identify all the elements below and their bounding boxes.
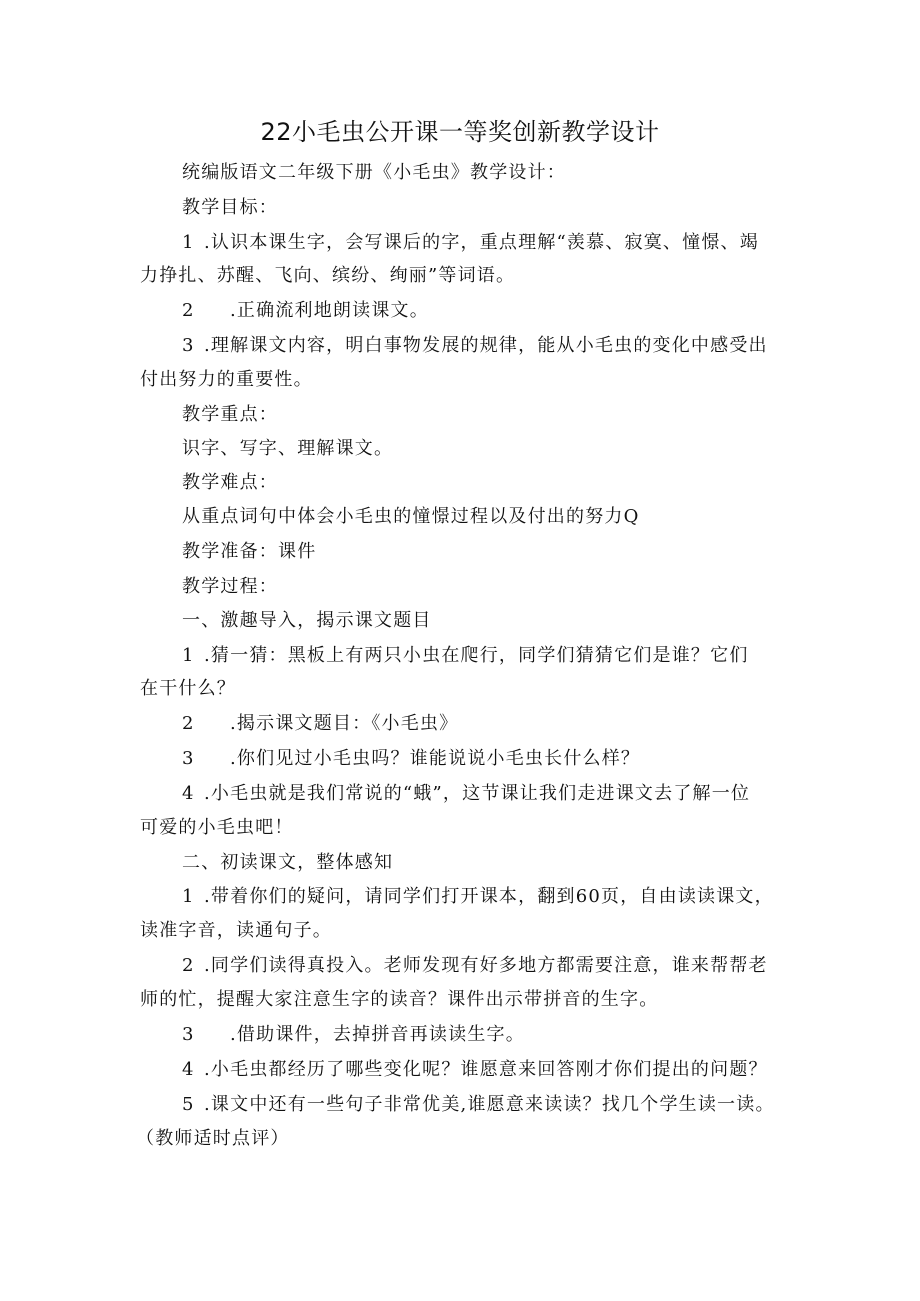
section-2-item-4 bbox=[182, 1057, 768, 1083]
section-1-item-4-cont: 可爱的小毛虫吧！ bbox=[140, 817, 294, 838]
item-number: 2 bbox=[182, 955, 195, 976]
focus-text: 识字、写字、理解课文。 bbox=[182, 438, 394, 459]
prep-line: 教学准备：课件 bbox=[182, 541, 317, 562]
item-text: .借助课件，去掉拼音再读读生字。 bbox=[230, 1024, 525, 1045]
item-text: .小毛虫就是我们常说的“蛾”，这节课让我们走进课文去了解一位 bbox=[204, 783, 751, 804]
item-text: .理解课文内容，明白事物发展的规律，能从小毛虫的变化中感受出 bbox=[204, 335, 768, 356]
section-2-item-3 bbox=[182, 1022, 525, 1048]
section-1-heading: 一、激趣导入，揭示课文题目 bbox=[182, 610, 432, 631]
item-number: 4 bbox=[182, 783, 195, 804]
item-number: 5 bbox=[182, 1094, 195, 1115]
goal-3 bbox=[182, 333, 768, 359]
intro-line: 统编版语文二年级下册《小毛虫》教学设计： bbox=[182, 162, 566, 183]
item-number: 3 bbox=[182, 1024, 195, 1045]
item-number: 2 bbox=[182, 713, 195, 734]
item-number: 1 bbox=[182, 886, 195, 907]
item-text: .带着你们的疑问，请同学们打开课本，翻到60页，自由读读课文， bbox=[204, 886, 774, 907]
goal-2 bbox=[182, 298, 429, 324]
section-1-item-2 bbox=[182, 711, 458, 737]
item-text: .揭示课文题目：《小毛虫》 bbox=[230, 713, 459, 734]
item-text: .你们见过小毛虫吗？谁能说说小毛虫长什么样？ bbox=[230, 748, 641, 769]
section-2-item-2-cont: 师的忙，提醒大家注意生字的读音？课件出示带拼音的生字。 bbox=[140, 989, 659, 1010]
section-1-item-1-cont: 在干什么？ bbox=[140, 678, 236, 699]
goal-3-cont: 付出努力的重要性。 bbox=[140, 369, 313, 390]
item-number: 2 bbox=[182, 300, 195, 321]
item-text: .同学们读得真投入。老师发现有好多地方都需要注意，谁来帮帮老 bbox=[204, 955, 768, 976]
section-1-item-3 bbox=[182, 746, 640, 772]
item-text: .小毛虫都经历了哪些变化呢？谁愿意来回答刚才你们提出的问题？ bbox=[204, 1059, 768, 1080]
item-text: .课文中还有一些句子非常优美,谁愿意来读读？找几个学生读一读。 bbox=[204, 1094, 775, 1115]
goals-heading: 教学目标： bbox=[182, 197, 278, 218]
section-1-item-1 bbox=[182, 643, 749, 669]
section-1-item-4 bbox=[182, 781, 750, 807]
item-number: 4 bbox=[182, 1059, 195, 1080]
item-text: .认识本课生字，会写课后的字，重点理解“羡慕、寂寞、憧憬、竭 bbox=[204, 232, 759, 253]
section-2-heading: 二、初读课文，整体感知 bbox=[182, 852, 394, 873]
section-2-item-1 bbox=[182, 884, 774, 910]
goal-1-cont: 力挣扎、苏醒、飞向、缤纷、绚丽”等词语。 bbox=[140, 265, 516, 286]
item-number: 1 bbox=[182, 232, 195, 253]
process-heading: 教学过程： bbox=[182, 576, 278, 597]
difficulty-text: 从重点词句中体会小毛虫的憧憬过程以及付出的努力Q bbox=[182, 506, 640, 527]
focus-heading: 教学重点： bbox=[182, 404, 278, 425]
item-text: .猜一猜：黑板上有两只小虫在爬行，同学们猜猜它们是谁？它们 bbox=[204, 645, 749, 666]
difficulty-heading: 教学难点： bbox=[182, 472, 278, 493]
section-2-item-5-cont: （教师适时点评） bbox=[136, 1128, 290, 1149]
section-2-item-2 bbox=[182, 953, 768, 979]
goal-1 bbox=[182, 230, 759, 256]
section-2-item-1-cont: 读准字音，读通句子。 bbox=[140, 920, 332, 941]
document-title: 22小毛虫公开课一等奖创新教学设计 bbox=[260, 118, 660, 146]
item-number: 3 bbox=[182, 335, 195, 356]
item-number: 3 bbox=[182, 748, 195, 769]
section-2-item-5 bbox=[182, 1092, 775, 1118]
item-text: .正确流利地朗读课文。 bbox=[230, 300, 429, 321]
item-number: 1 bbox=[182, 645, 195, 666]
